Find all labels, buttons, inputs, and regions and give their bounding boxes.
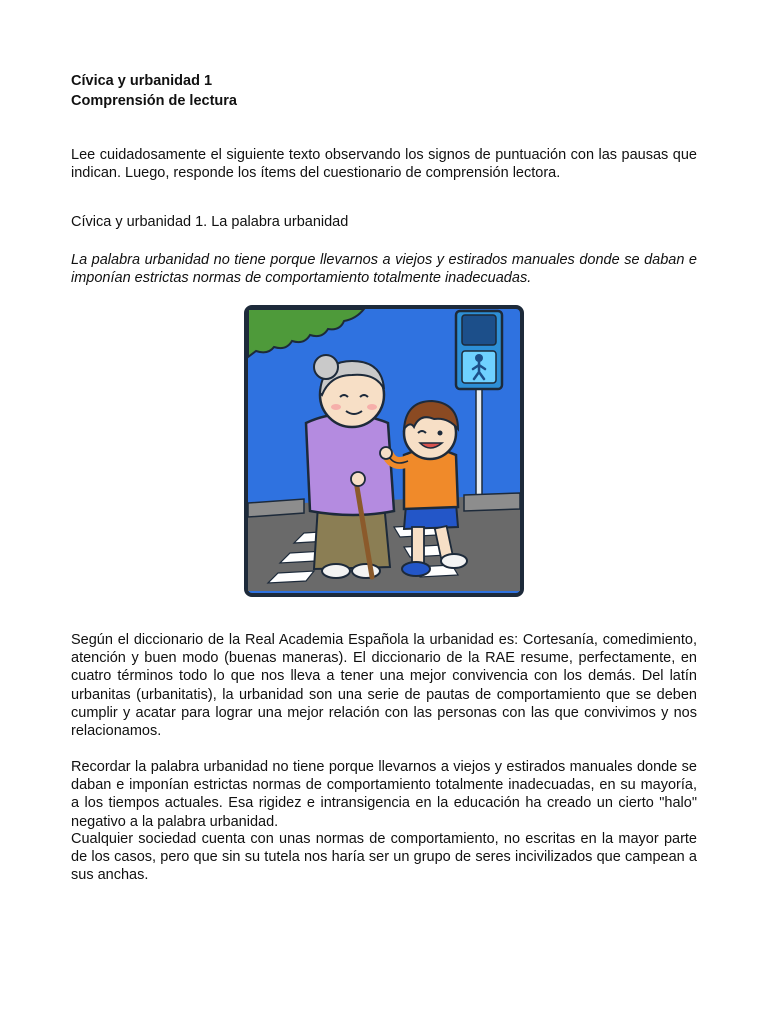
recordar-paragraph: Recordar la palabra urbanidad no tiene porque llevarnos a viejos y estirados manuales donde se daban e imponían estrictas normas de comportamiento totalmente inadecuadas, en su mayoría, a los tiempos actuales. Esa rigidez e intransigencia en la educación ha creado un cierto "halo" negativo a la palabra urbanidad.: [71, 759, 697, 830]
rae-definition-paragraph: Según el diccionario de la Real Academia Española la urbanidad es: Cortesanía, comedimiento, atención y buen modo (buenas maneras). El diccionario de la RAE resume, perfectamente, en cuatro términos todo lo que nos lleva a tener una mejor convivencia con los demás. Del latín urbanitas (urbanitatis), la urbanidad son una serie de pautas de comportamiento que se deben cumplir y acatar para lograr una mejor relación con las personas con las que convivimos y nos relacionamos.: [71, 632, 697, 740]
italic-intro-paragraph: La palabra urbanidad no tiene porque llevarnos a viejos y estirados manuales donde se daban e imponían estrictas normas de comportamiento totalmente inadecuadas.: [71, 252, 697, 287]
grandmother-and-child-crossing-street-illustration: [244, 305, 524, 597]
section-title: Cívica y urbanidad 1. La palabra urbanidad: [71, 214, 349, 230]
instructions-paragraph: Lee cuidadosamente el siguiente texto observando los signos de puntuación con las pausas que indican. Luego, responde los ítems del cuestionario de comprensión lectora.: [71, 147, 697, 182]
document-title: Cívica y urbanidad 1: [71, 73, 213, 89]
sociedad-paragraph: Cualquier sociedad cuenta con unas normas de comportamiento, no escritas en la mayor parte de los casos, pero que sin su tutela nos haría ser un grupo de seres incivilizados que campean a sus anchas.: [71, 831, 697, 884]
document-subtitle: Comprensión de lectura: [71, 93, 237, 109]
illustration-svg: [244, 305, 524, 597]
